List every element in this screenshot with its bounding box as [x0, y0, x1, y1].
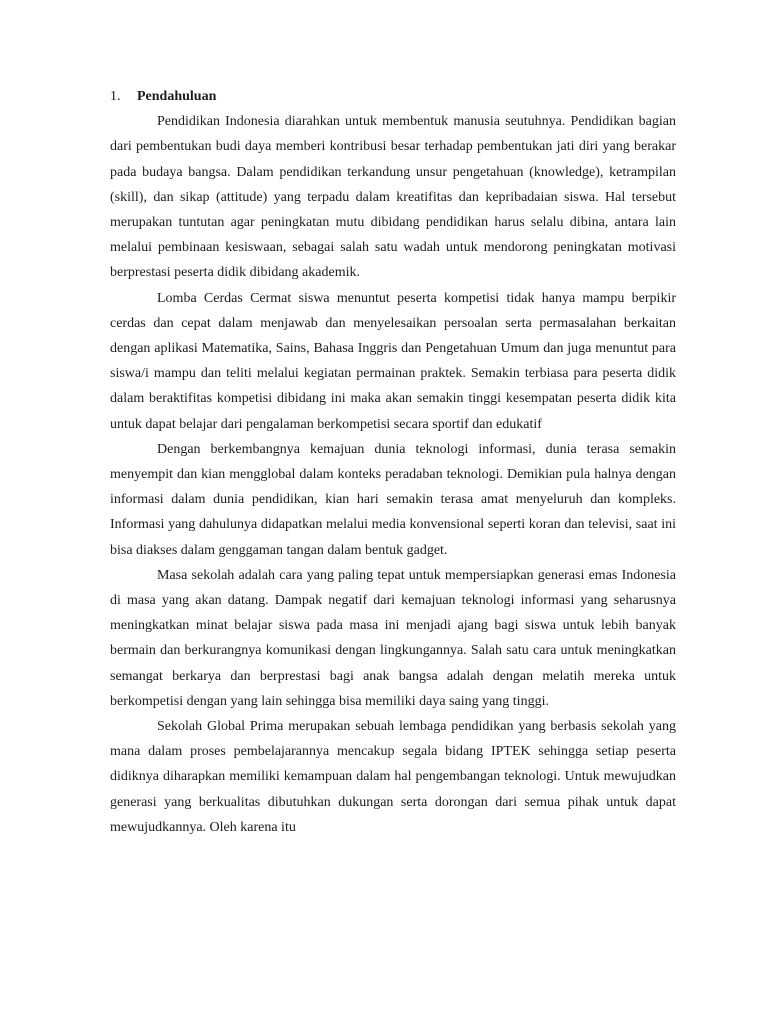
paragraph-4: Masa sekolah adalah cara yang paling tepat untuk mempersiapkan generasi emas Indonesia di masa yang akan datang. Dampak negatif dari kemajuan teknologi informasi yang seharusnya meningkatkan minat belajar siswa pada masa ini menjadi ajang bagi siswa untuk lebih banyak bermain dan berkurangnya komunikasi dengan lingkungannya. Salah satu cara untuk meningkatkan semangat berkarya dan berprestasi bagi anak bangsa adalah dengan melatih mereka untuk berkompetisi dengan yang lain sehingga bisa memiliki daya saing yang tinggi.	[110, 567, 676, 709]
document-body	[110, 84, 676, 840]
paragraph-3: Dengan berkembangnya kemajuan dunia teknologi informasi, dunia terasa semakin menyempit dan kian mengglobal dalam konteks peradaban teknologi. Demikian pula halnya dengan informasi dalam dunia pendidikan, kian hari semakin terasa amat menyeluruh dan kompleks. Informasi yang dahulunya didapatkan melalui media konvensional seperti koran dan televisi, saat ini bisa diakses dalam genggaman tangan dalam bentuk gadget.	[110, 441, 676, 558]
section-title: Pendahuluan	[137, 89, 217, 104]
paragraph-2: Lomba Cerdas Cermat siswa menuntut peserta kompetisi tidak hanya mampu berpikir cerdas dan cepat dalam menjawab dan menyelesaikan persoalan serta permasalahan berkaitan dengan aplikasi Matematika, Sains, Bahasa Inggris dan Pengetahuan Umum dan juga menuntut para siswa/i mampu dan teliti melalui kegiatan permainan praktek. Semakin terbiasa para peserta didik dalam beraktifitas kompetisi dibidang ini maka akan semakin tinggi kesempatan peserta didik kita untuk dapat belajar dari pengalaman berkompetisi secara sportif dan edukatif	[110, 290, 676, 432]
paragraph-5: Sekolah Global Prima merupakan sebuah lembaga pendidikan yang berbasis sekolah yang mana dalam proses pembelajarannya mencakup segala bidang IPTEK sehingga setiap peserta didiknya diharapkan memiliki kemampuan dalam hal pengembangan teknologi. Untuk mewujudkan generasi yang berkualitas dibutuhkan dukungan serta dorongan dari semua pihak untuk dapat mewujudkannya. Oleh karena itu	[110, 719, 676, 835]
section-heading	[110, 84, 676, 109]
section-number: 1.	[110, 89, 121, 104]
paragraph-1: Pendidikan Indonesia diarahkan untuk membentuk manusia seutuhnya. Pendidikan bagian dari pembentukan budi daya memberi kontribusi besar terhadap pembentukan jati diri yang berakar pada budaya bangsa. Dalam pendidikan terkandung unsur pengetahuan (knowledge), ketrampilan (skill), dan sikap (attitude) yang terpadu dalam kreatifitas dan kepribadaian siswa. Hal tersebut merupakan tuntutan agar peningkatan mutu dibidang pendidikan harus selalu dibina, antara lain melalui pembinaan kesiswaan, sebagai salah satu wadah untuk mendorong peningkatan motivasi berprestasi peserta didik dibidang akademik.	[110, 114, 676, 281]
